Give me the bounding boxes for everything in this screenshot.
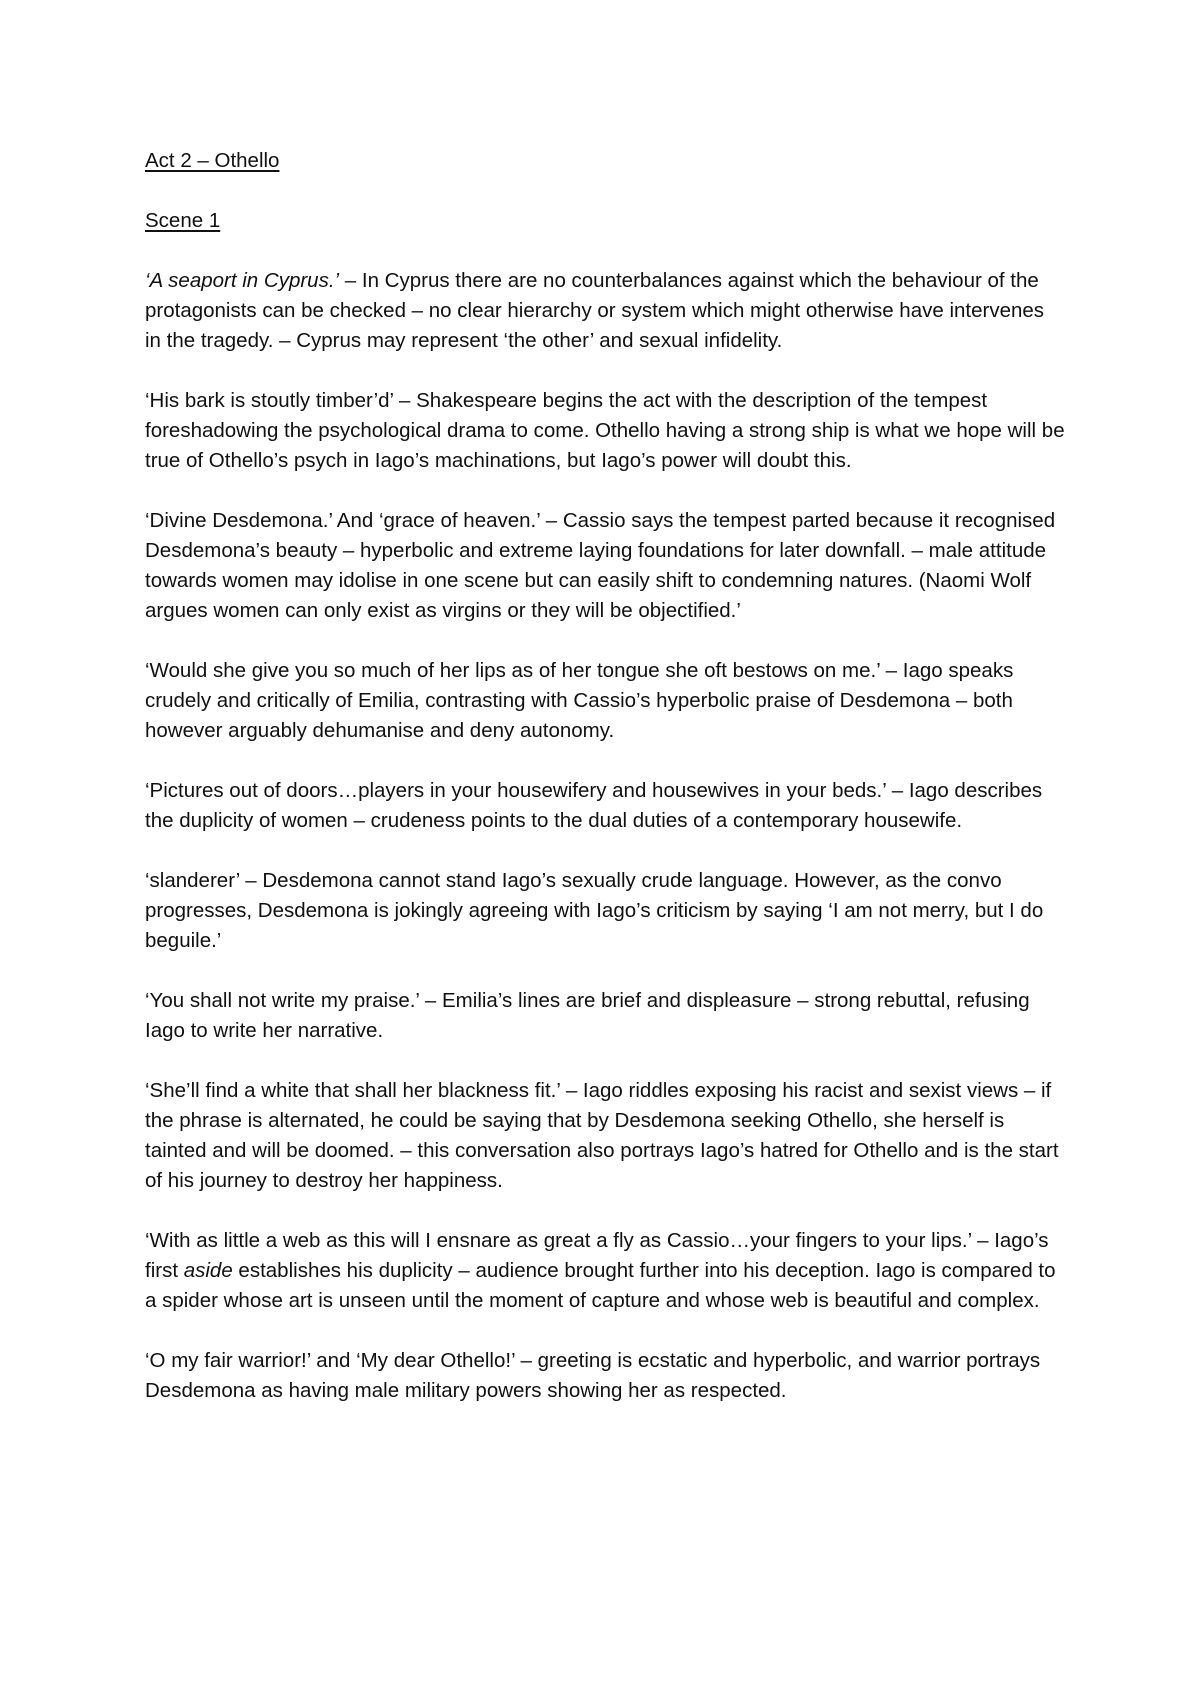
- paragraph-slanderer: ‘slanderer’ – Desdemona cannot stand Iago’s sexually crude language. However, as the convo progresses, Desdemona is jokingly agreeing with Iago’s criticism by saying ‘I am not merry, but I do beguile.’: [145, 869, 1044, 952]
- paragraph-divine-desdemona: ‘Divine Desdemona.’ And ‘grace of heaven.’ – Cassio says the tempest parted because it recognised Desdemona’s beauty – hyperbolic and extreme laying foundations for later downfall. – male attitude towards women may idolise in one scene but can easily shift to condemning natures. (Naomi Wolf argues women can only exist as virgins or they will be objectified.’: [145, 509, 1056, 622]
- paragraph-text: – In Cyprus there are no counterbalances against which the behaviour of the protagonists can be checked – no clear hierarchy or system which might otherwise have intervenes in the tragedy. – Cyprus may represent ‘the other’ and sexual infidelity.: [145, 269, 1045, 352]
- paragraph-lead-quote: ‘A seaport in Cyprus.’: [145, 269, 340, 292]
- paragraph-pictures: ‘Pictures out of doors…players in your housewifery and housewives in your beds.’ – Iago describes the duplicity of women – crudeness points to the dual duties of a contemporary housewife.: [145, 779, 1043, 832]
- paragraph-italic-aside: aside: [183, 1259, 233, 1282]
- paragraph-text-after: establishes his duplicity – audience brought further into his deception. Iago is compared to a spider whose art is unseen until the moment of capture and whose web is beautiful and complex.: [145, 1259, 1056, 1312]
- paragraph-bark: ‘His bark is stoutly timber’d’ – Shakespeare begins the act with the description of the tempest foreshadowing the psychological drama to come. Othello having a strong ship is what we hope will be true of Othello’s psych in Iago’s machinations, but Iago’s power will doubt this.: [145, 389, 1065, 472]
- paragraph-fair-warrior: ‘O my fair warrior!’ and ‘My dear Othello!’ – greeting is ecstatic and hyperbolic, and warrior portrays Desdemona as having male military powers showing her as respected.: [145, 1349, 1041, 1402]
- document-body: [145, 146, 1065, 1406]
- paragraph-seaport: [145, 266, 1065, 356]
- paragraph-white-blackness: ‘She’ll find a white that shall her blackness fit.’ – Iago riddles exposing his racist and sexist views – if the phrase is alternated, he could be saying that by Desdemona seeking Othello, she herself is tainted and will be doomed. – this conversation also portrays Iago’s hatred for Othello and is the start of his journey to destroy her happiness.: [145, 1079, 1059, 1192]
- document-title: Act 2 – Othello: [145, 149, 280, 172]
- paragraph-praise: ‘You shall not write my praise.’ – Emilia’s lines are brief and displeasure – strong rebuttal, refusing Iago to write her narrative.: [145, 989, 1030, 1042]
- paragraph-lips-tongue: ‘Would she give you so much of her lips as of her tongue she oft bestows on me.’ – Iago speaks crudely and critically of Emilia, contrasting with Cassio’s hyperbolic praise of Desdemona – both however arguably dehumanise and deny autonomy.: [145, 659, 1014, 742]
- paragraph-text-before: ‘With as little a web as this will I ensnare as great a fly as Cassio…your fingers to your lips.’ – Iago’s first: [145, 1229, 1049, 1282]
- paragraph-web: [145, 1226, 1065, 1316]
- scene-heading: Scene 1: [145, 209, 221, 232]
